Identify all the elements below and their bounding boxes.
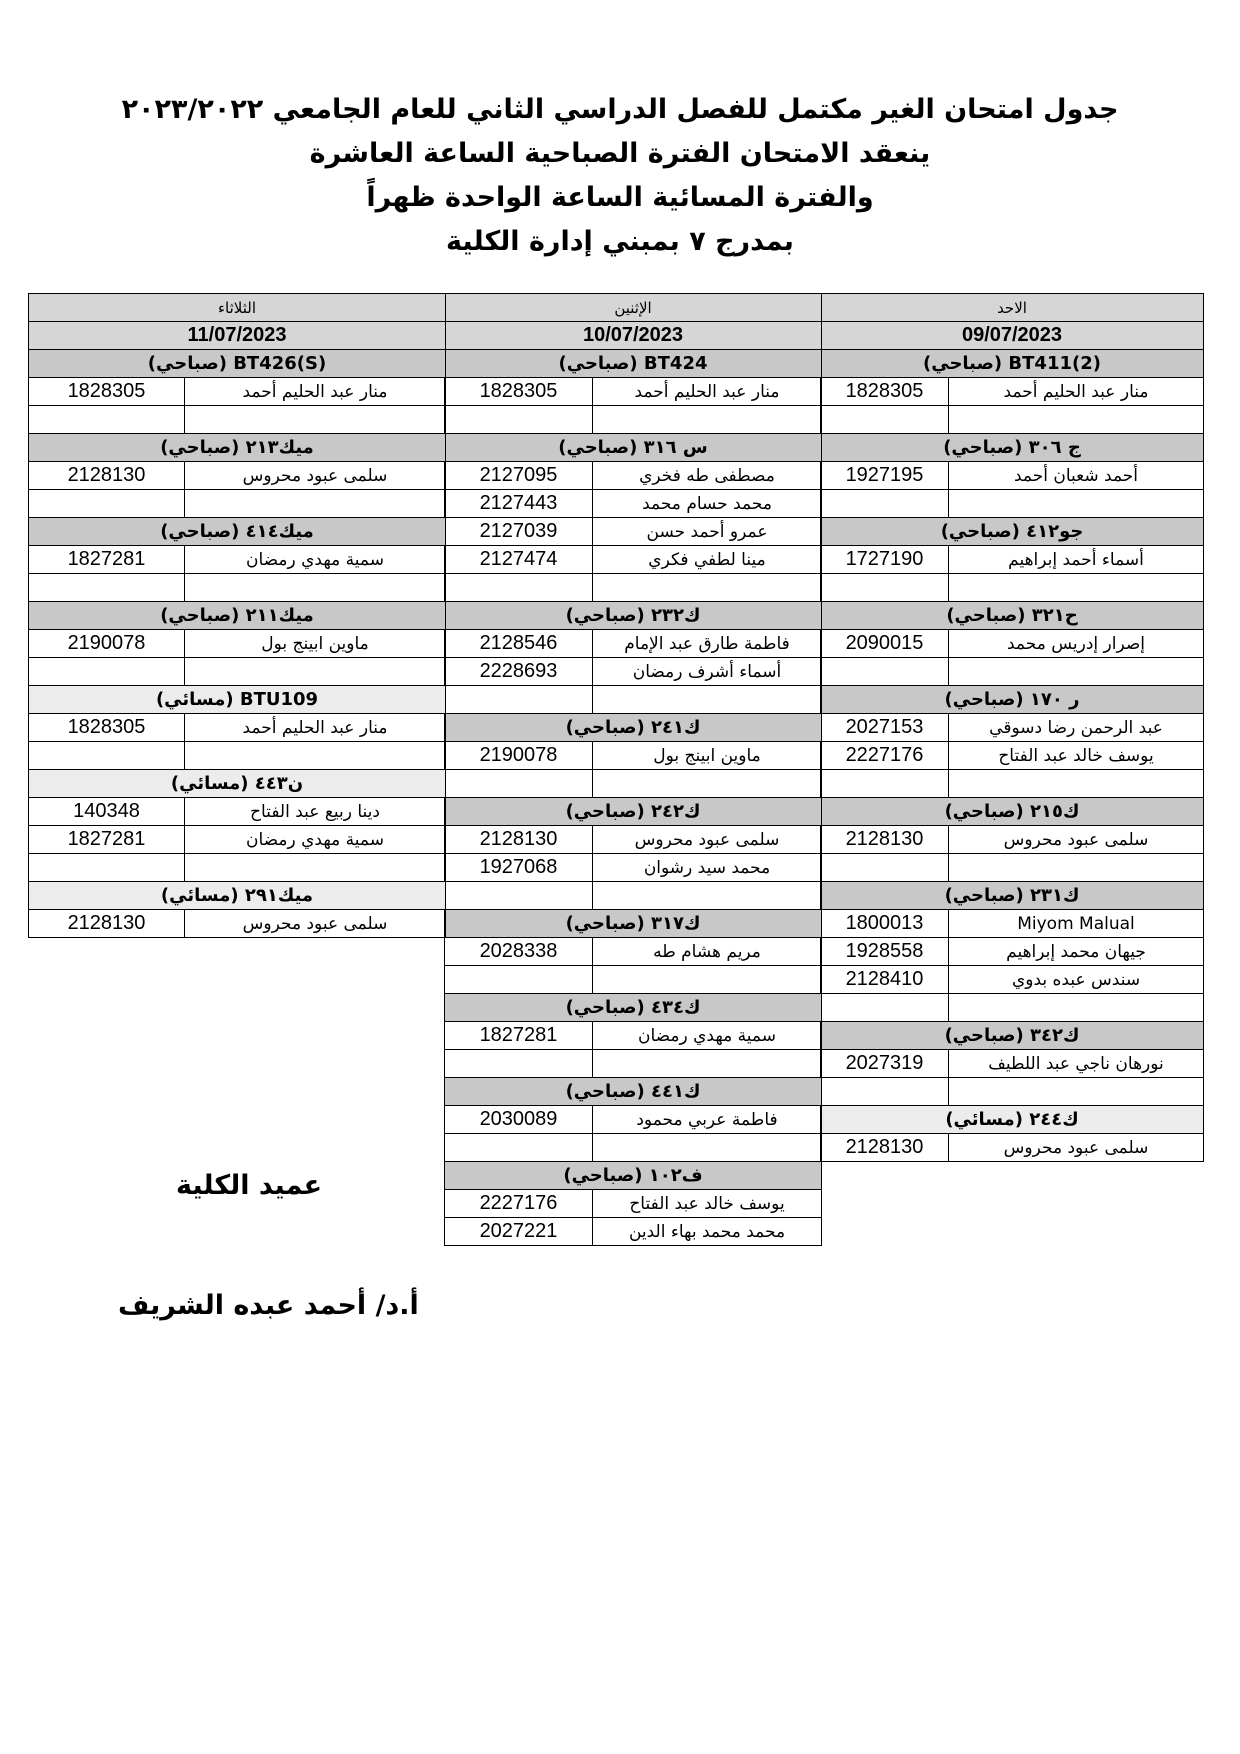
student-id	[821, 994, 948, 1021]
course-header: ميك٢١٣ (صباحي)	[29, 434, 445, 462]
student-name: منار عبد الحليم أحمد	[184, 378, 445, 405]
student-row	[29, 714, 445, 742]
student-name	[948, 994, 1203, 1021]
student-row	[821, 826, 1203, 854]
student-name	[948, 406, 1203, 433]
student-name: عمرو أحمد حسن	[592, 518, 821, 545]
course-header: ف١٠٢ (صباحي)	[445, 1162, 821, 1190]
student-name	[948, 854, 1203, 881]
student-name	[184, 742, 445, 769]
title-line-2: ينعقد الامتحان الفترة الصباحية الساعة العاشرة	[309, 138, 931, 169]
course-header: BTU109 (مسائي)	[29, 686, 445, 714]
course-header: ك٢١٥ (صباحي)	[821, 798, 1203, 826]
student-id	[821, 658, 948, 685]
student-id: 2030089	[479, 1108, 558, 1130]
student-id: 140348	[73, 800, 140, 822]
student-id	[29, 574, 184, 601]
student-row	[445, 1134, 821, 1162]
student-row	[445, 826, 821, 854]
student-name	[592, 770, 821, 797]
student-id: 2128546	[479, 632, 558, 654]
student-name: أسماء أحمد إبراهيم	[948, 546, 1203, 573]
student-row	[445, 686, 821, 714]
course-header: ك٣٤٢ (صباحي)	[821, 1022, 1203, 1050]
student-row	[445, 658, 821, 686]
student-row	[445, 1022, 821, 1050]
student-id	[821, 406, 948, 433]
student-row	[29, 630, 445, 658]
student-id	[29, 658, 184, 685]
student-name	[948, 490, 1203, 517]
student-row	[445, 742, 821, 770]
student-row	[821, 938, 1203, 966]
student-name	[592, 966, 821, 993]
student-id: 2128130	[479, 828, 558, 850]
student-name: سمية مهدي رمضان	[184, 546, 445, 573]
day-header: الاحد	[821, 294, 1203, 322]
student-id: 2227176	[845, 744, 924, 766]
student-row	[445, 546, 821, 574]
student-id: 1727190	[845, 548, 924, 570]
student-row	[29, 742, 445, 770]
student-row	[445, 490, 821, 518]
student-row	[445, 854, 821, 882]
student-name	[592, 406, 821, 433]
student-row	[821, 770, 1203, 798]
student-name: أحمد شعبان أحمد	[948, 462, 1203, 489]
course-header: ك٣١٧ (صباحي)	[445, 910, 821, 938]
title-line-4: بمدرج ٧ بمبني إدارة الكلية	[446, 226, 794, 257]
student-id: 2128130	[845, 828, 924, 850]
student-name	[592, 1134, 821, 1161]
student-row	[445, 574, 821, 602]
student-name: نورهان ناجي عبد اللطيف	[948, 1050, 1203, 1077]
course-header: ك٤٤١ (صباحي)	[445, 1078, 821, 1106]
course-header: BT424 (صباحي)	[445, 350, 821, 378]
student-id	[821, 574, 948, 601]
student-name: سمية مهدي رمضان	[592, 1022, 821, 1049]
student-row	[821, 574, 1203, 602]
student-row	[821, 658, 1203, 686]
student-name	[184, 490, 445, 517]
student-id: 2127039	[479, 520, 558, 542]
course-header: ميك٤١٤ (صباحي)	[29, 518, 445, 546]
student-row	[445, 1190, 821, 1218]
course-header: ج ٣٠٦ (صباحي)	[821, 434, 1203, 462]
student-id: 2190078	[67, 632, 146, 654]
student-name: يوسف خالد عبد الفتاح	[948, 742, 1203, 769]
title-line-3: والفترة المسائية الساعة الواحدة ظهراً	[366, 182, 874, 213]
student-name: سلمى عبود محروس	[948, 826, 1203, 853]
course-header: ك٤٣٤ (صباحي)	[445, 994, 821, 1022]
date-header: 11/07/2023	[29, 322, 445, 350]
student-id: 1827281	[67, 828, 146, 850]
dean-title: عميد الكلية	[176, 1170, 323, 1201]
student-name	[592, 686, 821, 713]
student-row	[445, 406, 821, 434]
student-row	[821, 462, 1203, 490]
title-line-1: جدول امتحان الغير مكتمل للفصل الدراسي الثاني للعام الجامعي ٢٠٢٣/٢٠٢٢	[121, 94, 1119, 125]
student-row	[29, 462, 445, 490]
student-id: 2127443	[479, 492, 558, 514]
column-monday	[444, 293, 822, 1246]
student-name: عبد الرحمن رضا دسوقي	[948, 714, 1203, 741]
student-id: 2090015	[845, 632, 924, 654]
course-header: جو٤١٢ (صباحي)	[821, 518, 1203, 546]
student-row	[29, 658, 445, 686]
student-id	[445, 686, 592, 713]
student-name: سمية مهدي رمضان	[184, 826, 445, 853]
student-id	[445, 574, 592, 601]
student-row	[445, 630, 821, 658]
student-name: دينا ربيع عبد الفتاح	[184, 798, 445, 825]
student-row	[445, 1050, 821, 1078]
student-name: سلمى عبود محروس	[592, 826, 821, 853]
student-name: جيهان محمد إبراهيم	[948, 938, 1203, 965]
student-row	[445, 770, 821, 798]
date-header: 10/07/2023	[445, 322, 821, 350]
student-row	[445, 1218, 821, 1246]
student-row	[445, 1106, 821, 1134]
student-id: 2027319	[845, 1052, 924, 1074]
student-row	[821, 1134, 1203, 1162]
course-header: ميك٢١١ (صباحي)	[29, 602, 445, 630]
student-name: إصرار إدريس محمد	[948, 630, 1203, 657]
course-header: ك٢٣١ (صباحي)	[821, 882, 1203, 910]
student-id	[821, 770, 948, 797]
student-name	[948, 658, 1203, 685]
student-id	[445, 1050, 592, 1077]
student-id: 1828305	[67, 380, 146, 402]
student-id	[29, 854, 184, 881]
student-id: 2190078	[479, 744, 558, 766]
student-id	[821, 490, 948, 517]
student-id: 1928558	[845, 940, 924, 962]
day-header: الثلاثاء	[29, 294, 445, 322]
student-name: سلمى عبود محروس	[184, 910, 445, 937]
student-name: محمد سيد رشوان	[592, 854, 821, 881]
course-header: ميك٢٩١ (مسائي)	[29, 882, 445, 910]
student-row	[29, 826, 445, 854]
student-row	[821, 994, 1203, 1022]
student-id: 1828305	[845, 380, 924, 402]
student-name: منار عبد الحليم أحمد	[592, 378, 821, 405]
student-name: فاطمة عربي محمود	[592, 1106, 821, 1133]
student-row	[821, 1078, 1203, 1106]
student-id: 1927195	[845, 464, 924, 486]
student-row	[821, 966, 1203, 994]
student-row	[445, 462, 821, 490]
student-id: 2127095	[479, 464, 558, 486]
student-id: 1828305	[67, 716, 146, 738]
student-row	[821, 378, 1203, 406]
course-header: ح٣٢١ (صباحي)	[821, 602, 1203, 630]
student-row	[821, 910, 1203, 938]
course-header: BT411(2) (صباحي)	[821, 350, 1203, 378]
student-name	[592, 574, 821, 601]
day-header: الإثنين	[445, 294, 821, 322]
student-row	[29, 854, 445, 882]
student-id	[445, 966, 592, 993]
student-row	[821, 742, 1203, 770]
student-name: محمد حسام محمد	[592, 490, 821, 517]
column-sunday	[820, 293, 1204, 1162]
dean-name: أ.د/ أحمد عبده الشريف	[118, 1290, 419, 1321]
student-row	[29, 798, 445, 826]
course-header: BT426(S) (صباحي)	[29, 350, 445, 378]
student-row	[29, 546, 445, 574]
student-id: 1800013	[845, 912, 924, 934]
student-name	[184, 658, 445, 685]
course-header: ك٢٣٢ (صباحي)	[445, 602, 821, 630]
student-id	[445, 770, 592, 797]
student-name: منار عبد الحليم أحمد	[184, 714, 445, 741]
student-row	[821, 546, 1203, 574]
course-header: ك٢٤٢ (صباحي)	[445, 798, 821, 826]
student-id: 2128130	[67, 464, 146, 486]
student-id	[821, 1078, 948, 1105]
student-row	[29, 490, 445, 518]
student-name	[948, 574, 1203, 601]
student-id: 2027153	[845, 716, 924, 738]
student-id	[445, 882, 592, 909]
student-id: 1827281	[479, 1024, 558, 1046]
student-id: 1828305	[479, 380, 558, 402]
course-header: س ٣١٦ (صباحي)	[445, 434, 821, 462]
student-row	[821, 714, 1203, 742]
student-id	[821, 854, 948, 881]
student-name: سندس عبده بدوي	[948, 966, 1203, 993]
course-header: ن٤٤٣ (مسائي)	[29, 770, 445, 798]
course-header: ر ١٧٠ (صباحي)	[821, 686, 1203, 714]
student-row	[29, 406, 445, 434]
student-id: 2128410	[845, 968, 924, 990]
student-name: ماوين ابينج بول	[184, 630, 445, 657]
student-row	[821, 854, 1203, 882]
student-name	[592, 882, 821, 909]
student-row	[821, 490, 1203, 518]
course-header: ك٢٤١ (صباحي)	[445, 714, 821, 742]
student-row	[29, 378, 445, 406]
student-name: سلمى عبود محروس	[948, 1134, 1203, 1161]
student-id: 1927068	[479, 856, 558, 878]
document-header	[0, 88, 1240, 264]
student-row	[29, 574, 445, 602]
student-name	[184, 406, 445, 433]
student-row	[445, 518, 821, 546]
student-name	[948, 1078, 1203, 1105]
student-id: 1827281	[67, 548, 146, 570]
student-id	[29, 406, 184, 433]
student-name: مريم هشام طه	[592, 938, 821, 965]
student-row	[29, 910, 445, 938]
student-name: أسماء أشرف رمضان	[592, 658, 821, 685]
student-id	[445, 406, 592, 433]
student-name	[592, 1050, 821, 1077]
student-name: يوسف خالد عبد الفتاح	[592, 1190, 821, 1217]
student-row	[445, 938, 821, 966]
student-row	[445, 966, 821, 994]
student-name: Miyom Malual	[948, 910, 1203, 937]
student-id	[29, 490, 184, 517]
student-id: 2028338	[479, 940, 558, 962]
student-name: سلمى عبود محروس	[184, 462, 445, 489]
student-id: 2228693	[479, 660, 558, 682]
student-name: مصطفى طه فخري	[592, 462, 821, 489]
student-name	[184, 574, 445, 601]
student-id	[445, 1134, 592, 1161]
student-name: ماوين ابينج بول	[592, 742, 821, 769]
student-name: محمد محمد بهاء الدين	[592, 1218, 821, 1245]
student-id: 2227176	[479, 1192, 558, 1214]
student-id: 2128130	[67, 912, 146, 934]
student-id: 2027221	[479, 1220, 558, 1242]
course-header: ك٢٤٤ (مسائي)	[821, 1106, 1203, 1134]
student-name	[184, 854, 445, 881]
student-name: منار عبد الحليم أحمد	[948, 378, 1203, 405]
student-name	[948, 770, 1203, 797]
student-row	[821, 406, 1203, 434]
student-id	[29, 742, 184, 769]
student-name: مينا لطفي فكري	[592, 546, 821, 573]
student-id: 2128130	[845, 1136, 924, 1158]
column-tuesday	[28, 293, 446, 938]
student-row	[821, 630, 1203, 658]
student-row	[445, 378, 821, 406]
student-id: 2127474	[479, 548, 558, 570]
student-row	[445, 882, 821, 910]
date-header: 09/07/2023	[821, 322, 1203, 350]
student-name: فاطمة طارق عبد الإمام	[592, 630, 821, 657]
student-row	[821, 1050, 1203, 1078]
